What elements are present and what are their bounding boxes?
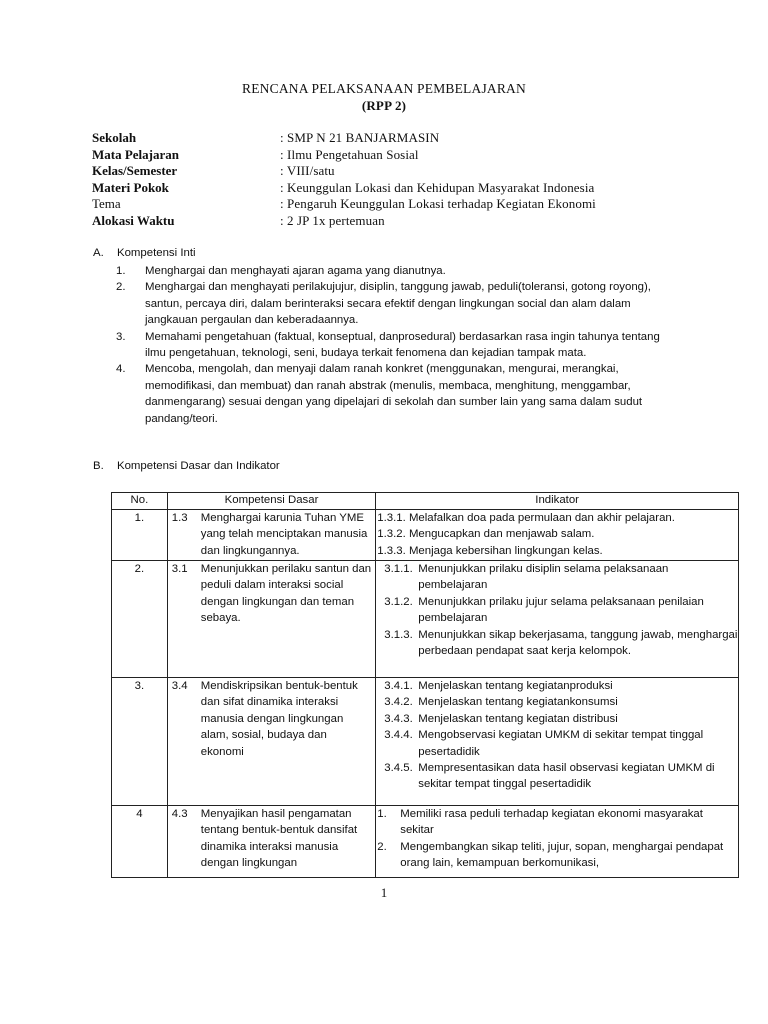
document-subtitle: (RPP 2) xyxy=(361,98,407,113)
indicator-item xyxy=(376,760,738,793)
indicator-text: Mengucapkan dan menjawab salam. xyxy=(408,528,595,541)
row-number: 1. xyxy=(112,510,168,561)
indicator-text: Mengembangkan sikap teliti, jujur, sopan, menghargai pendapat orang lain, kemampuan berkomunikasi, xyxy=(400,840,724,870)
indicator-code: 1.3.1. xyxy=(377,512,406,524)
list-number: 4. xyxy=(116,363,126,376)
section-b-heading xyxy=(93,460,280,472)
indicator-code: 3.4.1. xyxy=(384,680,413,692)
indicator-item xyxy=(376,526,738,542)
identity-value: : Pengaruh Keunggulan Lokasi terhadap Kegiatan Ekonomi xyxy=(280,196,596,212)
row-number: 4 xyxy=(112,806,168,878)
identity-label: Mata Pelajaran xyxy=(92,146,180,162)
indicator-item xyxy=(376,510,738,526)
kompetensi-dasar-table xyxy=(111,492,739,878)
indicator-text: Menunjukkan prilaku jujur selama pelaksanaan penilaian pembelajaran xyxy=(418,595,704,625)
indicator-text: Mengobservasi kegiatan UMKM di sekitar tempat tinggal pesertadidik xyxy=(418,729,704,758)
indicator-item xyxy=(376,627,738,660)
row-number: 3. xyxy=(112,678,168,806)
indicator-item xyxy=(376,711,738,727)
indicator-text: Memiliki rasa peduli terhadap kegiatan ekonomi masyarakat sekitar xyxy=(400,808,703,837)
identity-label: Sekolah xyxy=(92,130,137,145)
indicator-cell xyxy=(376,510,739,561)
identity-label: Kelas/Semester xyxy=(92,163,178,179)
identity-row-tema xyxy=(92,196,692,213)
kompetensi-inti-list xyxy=(116,263,676,427)
header-kompetensi-dasar: Kompetensi Dasar xyxy=(167,493,375,510)
page-number: 1 xyxy=(380,885,388,900)
kd-text: Mendiskripsikan bentuk-bentuk dan sifat dinamika interaksi manusia dengan lingkungan alam, sosial, budaya dan ekonomi xyxy=(200,680,358,758)
identity-row-mata-pelajaran xyxy=(92,147,692,164)
indicator-item xyxy=(376,694,738,710)
identity-row-sekolah xyxy=(92,130,692,147)
list-item xyxy=(116,263,676,279)
identity-label: Tema xyxy=(92,196,121,212)
indicator-item xyxy=(376,839,738,872)
list-item xyxy=(116,329,676,362)
indicator-code: 3.1.1. xyxy=(384,563,413,575)
table-header-row xyxy=(112,493,739,510)
identity-value: : 2 JP 1x pertemuan xyxy=(280,212,385,228)
indicator-text: Melafalkan doa pada permulaan dan akhir pelajaran. xyxy=(408,512,675,524)
list-text: Menghargai dan menghayati perilakujujur, disiplin, tanggung jawab, peduli(toleransi, gotong royong), santun, percaya diri, dalam berinteraksi secara efektif dengan lingkungan social dan alam dalam jangkauan pergaulan dan keberadaannya. xyxy=(145,281,651,327)
indicator-cell xyxy=(376,806,739,878)
list-text: Mencoba, mengolah, dan menyaji dalam ranah konkret (menggunakan, mengurai, merangkai, memodifikasi, dan membuat) dan ranah abstrak (menulis, membaca, menghitung, menggambar, danmengarang) sesuai dengan yang dipelajari di sekolah dan sumber lain yang sama dalam sudut pandang/teori. xyxy=(145,363,643,425)
document-title: RENCANA PELAKSANAAN PEMBELAJARAN xyxy=(242,81,526,96)
indicator-item xyxy=(376,678,738,694)
table-row xyxy=(112,678,739,806)
indicator-item xyxy=(376,727,738,760)
indicator-code: 1. xyxy=(377,808,387,820)
indicator-code: 3.4.3. xyxy=(384,712,413,725)
identity-value: : VIII/satu xyxy=(280,163,335,179)
indicator-cell xyxy=(376,678,739,806)
list-item xyxy=(116,279,676,328)
indicator-item xyxy=(376,806,738,839)
indicator-code: 3.4.5. xyxy=(384,762,413,775)
section-letter: B. xyxy=(93,460,104,472)
section-title: Kompetensi Dasar dan Indikator xyxy=(117,460,280,472)
indicator-code: 1.3.2. xyxy=(377,528,406,541)
indicator-text: Menjelaskan tentang kegiatankonsumsi xyxy=(418,696,618,709)
list-number: 1. xyxy=(116,265,126,277)
kd-code: 1.3 xyxy=(171,512,188,524)
header-no: No. xyxy=(112,493,168,510)
identity-row-alokasi-waktu xyxy=(92,213,692,230)
kd-code: 3.1 xyxy=(171,563,188,575)
indicator-text: Menjelaskan tentang kegiatanproduksi xyxy=(418,680,613,692)
indicator-item xyxy=(376,594,738,627)
identity-label: Alokasi Waktu xyxy=(92,212,175,228)
indicator-text: Menunjukkan prilaku disiplin selama pelaksanaan pembelajaran xyxy=(418,563,669,592)
indicator-text: Mempresentasikan data hasil observasi kegiatan UMKM di sekitar tempat tinggal pesertadidik xyxy=(418,762,715,791)
list-text: Menghargai dan menghayati ajaran agama yang dianutnya. xyxy=(145,265,446,277)
identity-value: : SMP N 21 BANJARMASIN xyxy=(280,130,440,145)
indicator-code: 3.1.2. xyxy=(384,595,413,608)
table-row xyxy=(112,806,739,878)
kd-cell xyxy=(167,678,375,806)
indicator-text: Menunjukkan sikap bekerjasama, tanggung jawab, menghargai perbedaan pendapat saat kerja kelompok. xyxy=(418,628,738,658)
indicator-code: 1.3.3. xyxy=(377,544,406,557)
indicator-item xyxy=(376,561,738,594)
table-row xyxy=(112,510,739,561)
list-number: 2. xyxy=(116,281,126,294)
identity-value: : Keunggulan Lokasi dan Kehidupan Masyarakat Indonesia xyxy=(280,179,595,195)
kd-text: Menyajikan hasil pengamatan tentang bentuk-bentuk dansifat dinamika interaksi manusia dengan lingkungan xyxy=(200,808,358,870)
indicator-code: 3.4.2. xyxy=(384,696,413,709)
indicator-text: Menjaga kebersihan lingkungan kelas. xyxy=(408,544,603,557)
kd-cell xyxy=(167,561,375,678)
indicator-text: Menjelaskan tentang kegiatan distribusi xyxy=(418,712,618,725)
kd-text: Menunjukkan perilaku santun dan peduli dalam interaksi social dengan lingkungan dan teman sebaya. xyxy=(200,563,372,625)
section-letter: A. xyxy=(93,247,104,259)
indicator-cell xyxy=(376,561,739,678)
identity-row-materi-pokok xyxy=(92,180,692,197)
indicator-item xyxy=(376,543,738,559)
indicator-code: 3.4.4. xyxy=(384,729,413,742)
kd-cell xyxy=(167,806,375,878)
header-indikator: Indikator xyxy=(376,493,739,510)
identity-value: : Ilmu Pengetahuan Sosial xyxy=(280,146,419,162)
identity-block xyxy=(92,130,692,230)
table-row xyxy=(112,561,739,678)
section-a-heading xyxy=(93,247,196,259)
list-text: Memahami pengetahuan (faktual, konseptual, danprosedural) berdasarkan rasa ingin tahunya tentang ilmu pengetahuan, teknologi, seni, budaya terkait fenomena dan kejadian tampak mata. xyxy=(145,330,660,360)
list-number: 3. xyxy=(116,330,126,343)
identity-label: Materi Pokok xyxy=(92,179,169,195)
identity-row-kelas-semester xyxy=(92,163,692,180)
indicator-code: 2. xyxy=(377,840,387,853)
indicator-code: 3.1.3. xyxy=(384,628,413,641)
list-item xyxy=(116,361,676,427)
row-number: 2. xyxy=(112,561,168,678)
kd-text: Menghargai karunia Tuhan YME yang telah menciptakan manusia dan lingkungannya. xyxy=(200,512,368,557)
kd-code: 4.3 xyxy=(171,808,188,820)
section-title: Kompetensi Inti xyxy=(117,247,196,259)
kd-cell xyxy=(167,510,375,561)
kd-code: 3.4 xyxy=(171,680,188,692)
